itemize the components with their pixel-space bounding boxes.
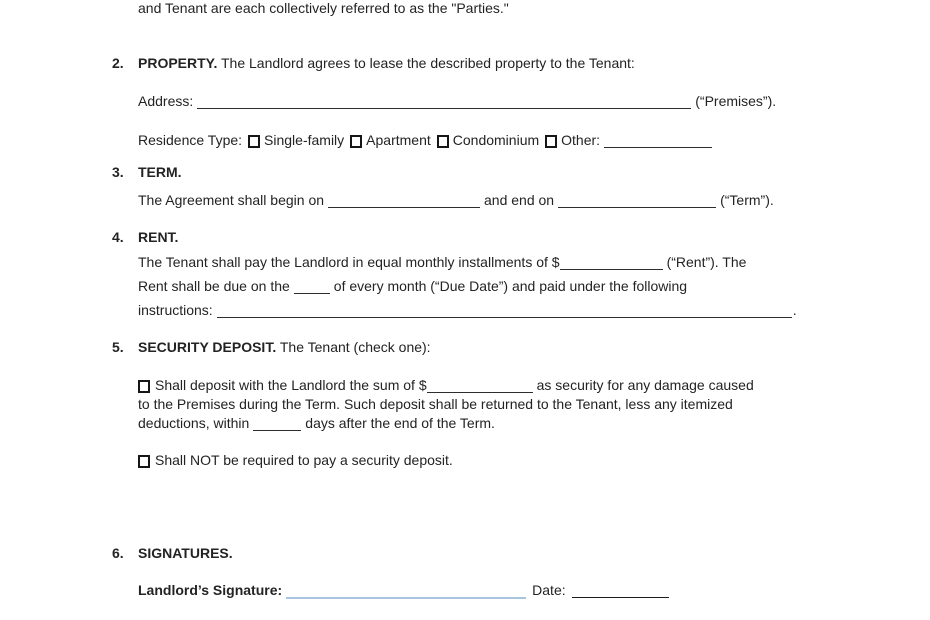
checkbox-single-family[interactable]	[248, 135, 260, 148]
date-label: Date:	[532, 582, 566, 598]
rent-text-3b: .	[792, 302, 797, 318]
instructions-field[interactable]	[217, 303, 792, 318]
no-deposit-option-line	[138, 452, 453, 469]
address-field[interactable]	[197, 94, 691, 109]
checkbox-other[interactable]	[545, 135, 557, 148]
rent-text-2b: of every month (“Due Date”) and paid under the following	[333, 278, 688, 294]
section-number: 4.	[112, 229, 124, 245]
section-term-heading	[112, 164, 182, 181]
term-line	[138, 192, 774, 209]
checkbox-no-deposit[interactable]	[138, 455, 150, 468]
intro-text: and Tenant are each collectively referred to as the "Parties."	[138, 0, 509, 16]
rent-line-2	[138, 278, 687, 295]
deposit-option-line-3	[138, 414, 495, 433]
section-title: SIGNATURES.	[138, 545, 233, 561]
section-number: 5.	[112, 339, 124, 355]
signature-date-field[interactable]	[572, 583, 669, 598]
section-rent-heading	[112, 229, 178, 246]
rent-text-3a: instructions:	[138, 302, 213, 318]
section-number: 2.	[112, 55, 124, 71]
term-end-text: and end on	[484, 192, 555, 208]
checkbox-condominium[interactable]	[437, 135, 449, 148]
deposit-option-line-1	[138, 376, 754, 395]
deposit-text-1b: as security for any damage caused	[536, 377, 754, 393]
checkbox-apartment[interactable]	[350, 135, 362, 148]
section-lead: The Landlord agrees to lease the described property to the Tenant:	[217, 55, 635, 71]
term-suffix: (“Term”).	[720, 192, 774, 208]
landlord-signature-field[interactable]	[286, 584, 526, 599]
due-day-field[interactable]	[294, 279, 330, 294]
rent-text-1b: (“Rent”). The	[666, 254, 747, 270]
landlord-signature-line	[138, 582, 669, 599]
deposit-text-3a: deductions, within	[138, 415, 250, 431]
deposit-option-line-2	[138, 395, 733, 414]
option-apartment-label: Apartment	[366, 132, 431, 148]
rent-line-1	[138, 254, 746, 271]
section-security-heading	[112, 339, 431, 356]
residence-type-label: Residence Type:	[138, 132, 243, 148]
premises-suffix: (“Premises”).	[695, 93, 777, 109]
rent-amount-field[interactable]	[560, 255, 663, 270]
deposit-text-2: to the Premises during the Term. Such deposit shall be returned to the Tenant, less any itemized	[138, 396, 733, 412]
begin-date-field[interactable]	[328, 193, 480, 208]
deposit-text-3b: days after the end of the Term.	[305, 415, 495, 431]
no-deposit-text: Shall NOT be required to pay a security deposit.	[155, 452, 453, 468]
section-title: SECURITY DEPOSIT.	[138, 339, 277, 355]
term-begin-text: The Agreement shall begin on	[138, 192, 325, 208]
rent-text-2a: Rent shall be due on the	[138, 278, 290, 294]
option-condominium-label: Condominium	[452, 132, 540, 148]
deposit-text-1a: Shall deposit with the Landlord the sum of $	[155, 377, 427, 393]
end-date-field[interactable]	[558, 193, 716, 208]
other-field[interactable]	[604, 133, 712, 148]
section-number: 6.	[112, 545, 124, 561]
section-number: 3.	[112, 164, 124, 180]
option-other-label: Other:	[561, 132, 601, 148]
address-line	[138, 93, 776, 110]
section-signatures-heading	[112, 545, 233, 562]
address-label: Address:	[138, 93, 194, 109]
deposit-days-field[interactable]	[253, 416, 301, 431]
section-title: RENT.	[138, 229, 179, 245]
intro-line	[138, 0, 509, 17]
section-title: TERM.	[138, 164, 182, 180]
residence-type-line	[138, 132, 716, 149]
section-title: PROPERTY.	[138, 55, 218, 71]
deposit-amount-field[interactable]	[427, 378, 533, 393]
landlord-signature-label: Landlord’s Signature:	[138, 582, 283, 598]
option-single-family-label: Single-family	[264, 132, 345, 148]
section-property-heading	[112, 55, 635, 72]
rent-text-1a: The Tenant shall pay the Landlord in equal monthly installments of $	[138, 254, 560, 270]
checkbox-shall-deposit[interactable]	[138, 380, 150, 393]
rent-line-3	[138, 302, 797, 319]
section-lead: The Tenant (check one):	[276, 339, 431, 355]
